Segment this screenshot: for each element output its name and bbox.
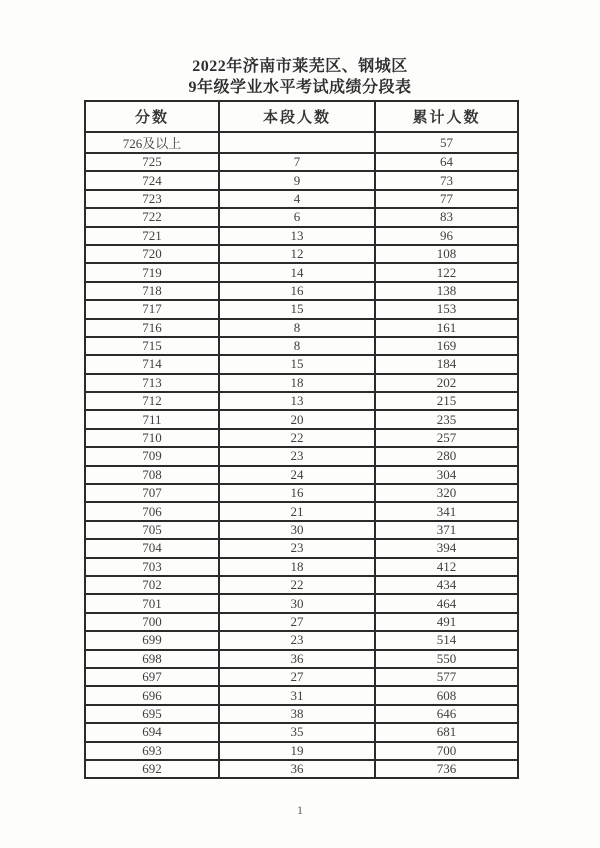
segment-count-cell: 30 (219, 521, 375, 539)
segment-count-cell: 9 (219, 171, 375, 189)
score-cell: 703 (85, 558, 219, 576)
score-cell: 702 (85, 576, 219, 594)
segment-count-cell: 23 (219, 631, 375, 649)
score-cell: 725 (85, 153, 219, 171)
score-cell: 699 (85, 631, 219, 649)
cumulative-count-cell: 681 (375, 723, 518, 741)
cumulative-count-cell: 304 (375, 466, 518, 484)
table-row (85, 429, 518, 447)
table-row (85, 742, 518, 760)
table-row (85, 723, 518, 741)
segment-count-cell: 36 (219, 650, 375, 668)
cumulative-count-cell: 608 (375, 686, 518, 704)
table-body (85, 132, 518, 778)
table-row (85, 282, 518, 300)
score-cell: 710 (85, 429, 219, 447)
segment-count-cell: 22 (219, 429, 375, 447)
score-cell: 706 (85, 502, 219, 520)
score-cell: 698 (85, 650, 219, 668)
segment-count-cell (219, 132, 375, 153)
cumulative-count-cell: 108 (375, 245, 518, 263)
segment-count-cell: 16 (219, 282, 375, 300)
score-cell: 718 (85, 282, 219, 300)
table-row (85, 686, 518, 704)
score-cell: 721 (85, 227, 219, 245)
score-cell: 726及以上 (85, 132, 219, 153)
score-cell: 711 (85, 410, 219, 428)
page-number: 1 (297, 803, 303, 817)
table-row (85, 355, 518, 373)
score-distribution-table (84, 100, 519, 779)
score-cell: 720 (85, 245, 219, 263)
table-row (85, 521, 518, 539)
score-cell: 719 (85, 263, 219, 281)
score-cell: 704 (85, 539, 219, 557)
segment-count-cell: 27 (219, 613, 375, 631)
cumulative-count-cell: 138 (375, 282, 518, 300)
cumulative-count-cell: 736 (375, 760, 518, 778)
score-cell: 692 (85, 760, 219, 778)
table-row (85, 374, 518, 392)
segment-count-cell: 27 (219, 668, 375, 686)
segment-count-cell: 31 (219, 686, 375, 704)
header-segment-count: 本段人数 (219, 101, 375, 132)
cumulative-count-cell: 646 (375, 705, 518, 723)
cumulative-count-cell: 215 (375, 392, 518, 410)
table-row (85, 263, 518, 281)
cumulative-count-cell: 700 (375, 742, 518, 760)
segment-count-cell: 16 (219, 484, 375, 502)
score-cell: 714 (85, 355, 219, 373)
cumulative-count-cell: 161 (375, 319, 518, 337)
cumulative-count-cell: 434 (375, 576, 518, 594)
score-cell: 700 (85, 613, 219, 631)
score-cell: 694 (85, 723, 219, 741)
header-cumulative-count: 累计人数 (375, 101, 518, 132)
table-row (85, 132, 518, 153)
segment-count-cell: 38 (219, 705, 375, 723)
score-cell: 715 (85, 337, 219, 355)
segment-count-cell: 20 (219, 410, 375, 428)
segment-count-cell: 13 (219, 227, 375, 245)
cumulative-count-cell: 57 (375, 132, 518, 153)
table-row (85, 760, 518, 778)
header-score: 分数 (85, 101, 219, 132)
cumulative-count-cell: 77 (375, 190, 518, 208)
cumulative-count-cell: 394 (375, 539, 518, 557)
score-cell: 712 (85, 392, 219, 410)
segment-count-cell: 15 (219, 300, 375, 318)
segment-count-cell: 35 (219, 723, 375, 741)
cumulative-count-cell: 235 (375, 410, 518, 428)
score-cell: 723 (85, 190, 219, 208)
segment-count-cell: 23 (219, 447, 375, 465)
segment-count-cell: 8 (219, 319, 375, 337)
score-cell: 716 (85, 319, 219, 337)
cumulative-count-cell: 202 (375, 374, 518, 392)
table-row (85, 558, 518, 576)
table-row (85, 484, 518, 502)
score-cell: 705 (85, 521, 219, 539)
cumulative-count-cell: 96 (375, 227, 518, 245)
score-cell: 701 (85, 594, 219, 612)
cumulative-count-cell: 577 (375, 668, 518, 686)
table-row (85, 337, 518, 355)
cumulative-count-cell: 280 (375, 447, 518, 465)
table-row (85, 190, 518, 208)
segment-count-cell: 6 (219, 208, 375, 226)
segment-count-cell: 22 (219, 576, 375, 594)
score-cell: 713 (85, 374, 219, 392)
table-row (85, 410, 518, 428)
table-row (85, 502, 518, 520)
cumulative-count-cell: 464 (375, 594, 518, 612)
cumulative-count-cell: 412 (375, 558, 518, 576)
cumulative-count-cell: 184 (375, 355, 518, 373)
cumulative-count-cell: 169 (375, 337, 518, 355)
table-row (85, 300, 518, 318)
table-row (85, 319, 518, 337)
table-row (85, 650, 518, 668)
table-row (85, 447, 518, 465)
score-cell: 697 (85, 668, 219, 686)
table-row (85, 392, 518, 410)
cumulative-count-cell: 550 (375, 650, 518, 668)
segment-count-cell: 36 (219, 760, 375, 778)
score-cell: 724 (85, 171, 219, 189)
segment-count-cell: 18 (219, 374, 375, 392)
segment-count-cell: 4 (219, 190, 375, 208)
table-row (85, 594, 518, 612)
cumulative-count-cell: 491 (375, 613, 518, 631)
cumulative-count-cell: 64 (375, 153, 518, 171)
score-cell: 708 (85, 466, 219, 484)
cumulative-count-cell: 341 (375, 502, 518, 520)
segment-count-cell: 14 (219, 263, 375, 281)
segment-count-cell: 23 (219, 539, 375, 557)
segment-count-cell: 12 (219, 245, 375, 263)
table-row (85, 539, 518, 557)
score-cell: 717 (85, 300, 219, 318)
cumulative-count-cell: 122 (375, 263, 518, 281)
score-cell: 696 (85, 686, 219, 704)
segment-count-cell: 13 (219, 392, 375, 410)
table-row (85, 153, 518, 171)
cumulative-count-cell: 73 (375, 171, 518, 189)
title-line-1: 2022年济南市莱芜区、钢城区 (192, 58, 408, 75)
table-row (85, 613, 518, 631)
segment-count-cell: 18 (219, 558, 375, 576)
score-cell: 709 (85, 447, 219, 465)
document-title (0, 56, 600, 98)
title-line-2: 9年级学业水平考试成绩分段表 (188, 79, 412, 96)
score-cell: 693 (85, 742, 219, 760)
table-row (85, 631, 518, 649)
table-row (85, 466, 518, 484)
cumulative-count-cell: 320 (375, 484, 518, 502)
cumulative-count-cell: 514 (375, 631, 518, 649)
table-header-row (85, 101, 518, 132)
table-row (85, 245, 518, 263)
score-cell: 695 (85, 705, 219, 723)
cumulative-count-cell: 153 (375, 300, 518, 318)
table-row (85, 576, 518, 594)
segment-count-cell: 15 (219, 355, 375, 373)
table-row (85, 171, 518, 189)
segment-count-cell: 7 (219, 153, 375, 171)
table-row (85, 227, 518, 245)
cumulative-count-cell: 257 (375, 429, 518, 447)
segment-count-cell: 19 (219, 742, 375, 760)
segment-count-cell: 8 (219, 337, 375, 355)
table-row (85, 668, 518, 686)
segment-count-cell: 30 (219, 594, 375, 612)
score-cell: 722 (85, 208, 219, 226)
cumulative-count-cell: 371 (375, 521, 518, 539)
table-row (85, 208, 518, 226)
segment-count-cell: 24 (219, 466, 375, 484)
cumulative-count-cell: 83 (375, 208, 518, 226)
score-cell: 707 (85, 484, 219, 502)
segment-count-cell: 21 (219, 502, 375, 520)
table-row (85, 705, 518, 723)
